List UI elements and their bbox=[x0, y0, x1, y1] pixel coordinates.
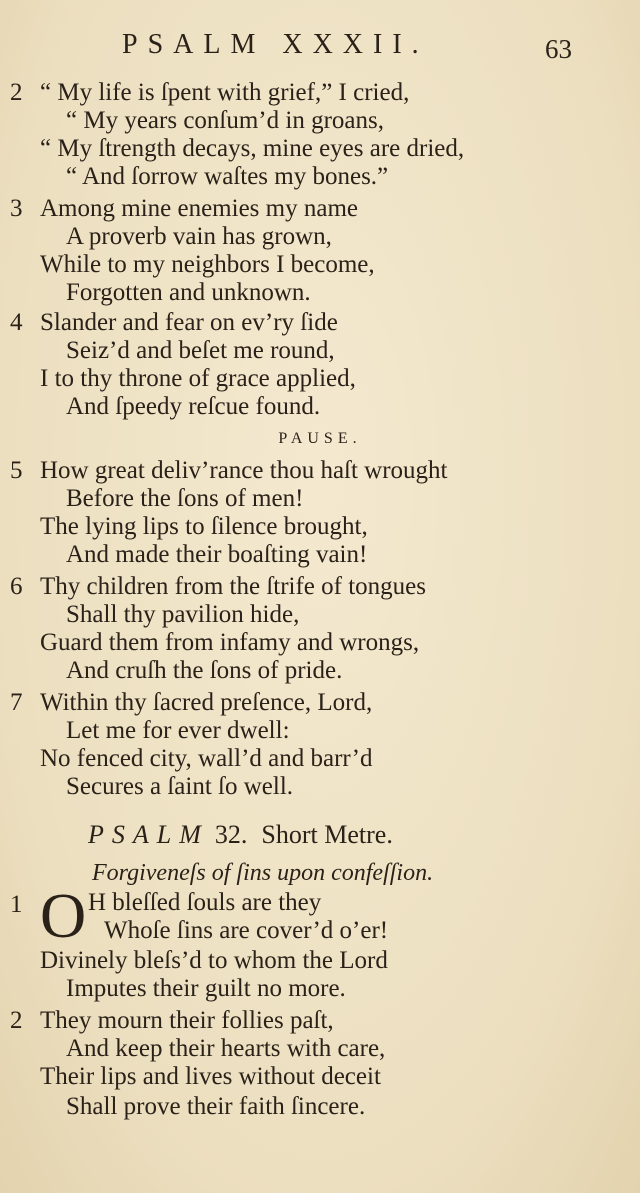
verse-number: 3 bbox=[10, 195, 23, 222]
verse-line: And keep their hearts with care, bbox=[66, 1035, 386, 1062]
verse-line: No fenced city, wall’d and barr’d bbox=[40, 745, 373, 772]
verse-line: “ My ſtrength decays, mine eyes are dried, bbox=[40, 135, 465, 162]
verse-number: 7 bbox=[10, 689, 23, 716]
verse-line: The lying lips to ſilence brought, bbox=[40, 513, 368, 540]
verse-line: Slander and fear on ev’ry ſide bbox=[40, 309, 338, 336]
verse-line: Within thy ſacred preſence, Lord, bbox=[40, 689, 373, 716]
verse-line: Thy children from the ſtrife of tongues bbox=[40, 573, 426, 600]
verse-line: A proverb vain has grown, bbox=[66, 223, 332, 250]
verse-line: Whoſe ſins are cover’d o’er! bbox=[104, 917, 389, 944]
verse-line: Among mine enemies my name bbox=[40, 195, 358, 222]
verse-line: While to my neighbors I become, bbox=[40, 251, 375, 278]
running-title: PSALM XXXII. bbox=[122, 29, 429, 60]
verse-number: 6 bbox=[10, 573, 23, 600]
page-number: 63 bbox=[545, 34, 572, 64]
drop-cap: O bbox=[40, 880, 87, 951]
verse-line: Secures a ſaint ſo well. bbox=[66, 773, 294, 800]
verse-line: Before the ſons of men! bbox=[66, 485, 304, 512]
verse-number: 2 bbox=[10, 1007, 23, 1034]
verse-line: “ My years conſum’d in groans, bbox=[66, 107, 384, 134]
verse-number: 4 bbox=[10, 309, 23, 336]
verse-line: “ And ſorrow waſtes my bones.” bbox=[66, 163, 389, 190]
verse-line: And ſpeedy reſcue found. bbox=[66, 393, 321, 420]
verse-number: 5 bbox=[10, 457, 23, 484]
psalm-number: 32. bbox=[214, 820, 248, 849]
verse-number: 1 bbox=[10, 891, 23, 918]
verse-line: Shall prove their faith ſincere. bbox=[66, 1093, 366, 1120]
pause-marker: PAUSE. bbox=[278, 430, 362, 447]
psalm-heading bbox=[88, 819, 393, 851]
verse-line: Shall thy pavilion hide, bbox=[66, 601, 300, 628]
verse-line: Guard them from infamy and wrongs, bbox=[40, 629, 420, 656]
verse-line: Let me for ever dwell: bbox=[66, 717, 290, 744]
verse-line: And made their boaſting vain! bbox=[66, 541, 368, 568]
verse-line: Their lips and lives without deceit bbox=[40, 1063, 381, 1090]
verse-line: Forgotten and unknown. bbox=[66, 279, 311, 306]
verse-line: Divinely bleſs’d to whom the Lord bbox=[40, 947, 388, 974]
verse-line: I to thy throne of grace applied, bbox=[40, 365, 356, 392]
verse-line: H bleſſed ſouls are they bbox=[88, 889, 322, 916]
running-head bbox=[0, 28, 640, 68]
verse-line: Imputes their guilt no more. bbox=[66, 975, 346, 1002]
verse-line: They mourn their follies paſt, bbox=[40, 1007, 334, 1034]
verse-line: Seiz’d and beſet me round, bbox=[66, 337, 335, 364]
verse-line: “ My life is ſpent with grief,” I cried, bbox=[40, 79, 410, 106]
psalm-subtitle: Forgiveneſs of ſins upon confeſſion. bbox=[92, 860, 434, 886]
verse-line: How great deliv’rance thou haſt wrought bbox=[40, 457, 448, 484]
psalm-word: PSALM bbox=[88, 820, 209, 849]
verse-line: And cruſh the ſons of pride. bbox=[66, 657, 343, 684]
verse-number: 2 bbox=[10, 79, 23, 106]
psalm-metre: Short Metre. bbox=[261, 820, 393, 849]
